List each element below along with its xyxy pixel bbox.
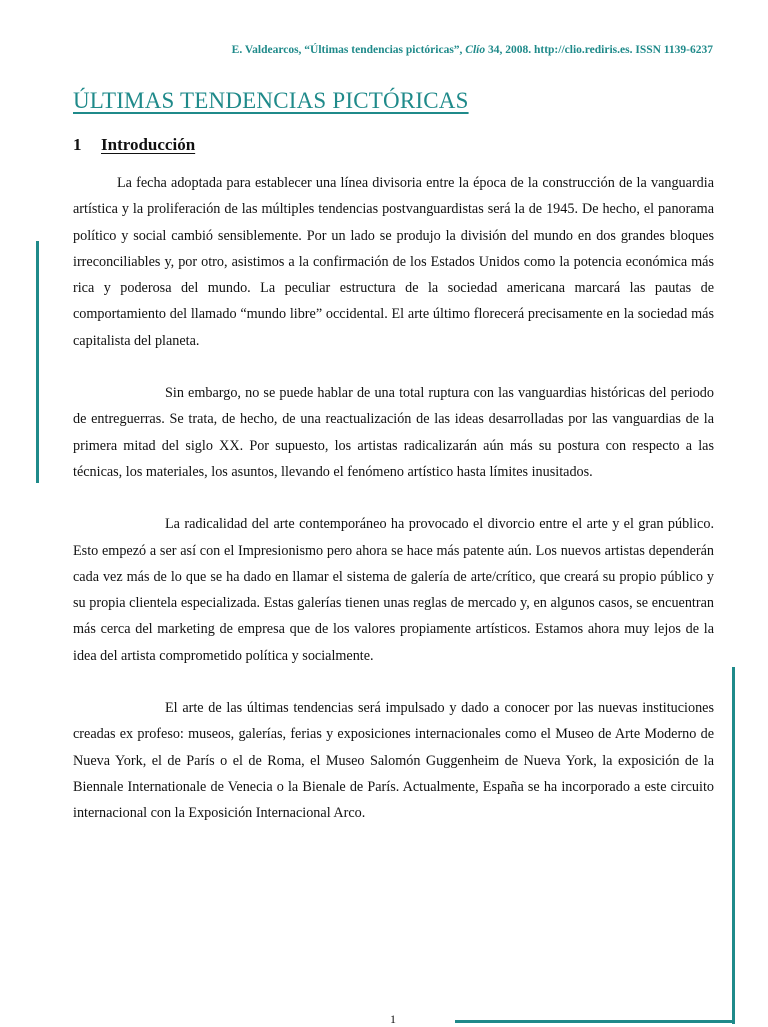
paragraph-2: Sin embargo, no se puede hablar de una total ruptura con las vanguardias históricas del periodo de entreguerras. Se trata, de hecho, de una reactualización de las ideas desarrolladas por las vanguardias de la primera mitad del siglo XX. Por supuesto, los artistas radicalizarán aún más su postura con respecto a las técnicas, los materiales, los asuntos, llevando el fenómeno artístico hasta límites inusitados. xyxy=(73,385,714,480)
paragraph-1: La fecha adoptada para establecer una línea divisoria entre la época de la construcción de la vanguardia artística y la proliferación de las múltiples tendencias postvanguardistas será la de 1945. De hecho, el panorama político y social cambió sensiblemente. Por un lado se produjo la división del mundo en dos grandes bloques irreconciliables y, por otro, asistimos a la confirmación de los Estados Unidos como la potencia económica más rica y poderosa del mundo. La peculiar estructura de la sociedad americana marcará las pautas de comportamiento del llamado “mundo libre” occidental. El arte último florecerá precisamente en la sociedad más capitalista del planeta. xyxy=(73,175,714,349)
document-body xyxy=(73,170,714,853)
paragraph-4: El arte de las últimas tendencias será impulsado y dado a conocer por las nuevas instituciones creadas ex profeso: museos, galerías, ferias y exposiciones internacionales como el Museo de Arte Moderno de Nueva York, el de París o el de Roma, el Museo Salomón Guggenheim de Nueva York, la exposición de la Biennale Internationale de Venecia o la Bienale de París. Actualmente, España se ha incorporado a este circuito internacional con la Exposición Internacional Arco. xyxy=(73,700,714,822)
left-decorative-bar xyxy=(36,241,39,483)
header-citation: E. Valdearcos, “Últimas tendencias pictóricas”, xyxy=(231,44,466,56)
page-number: 1 xyxy=(390,1012,396,1026)
header-journal-name: Clío xyxy=(465,44,486,56)
section-heading xyxy=(73,135,195,155)
running-header xyxy=(0,44,713,56)
header-issue-info: 34, 2008. http://clio.rediris.es. ISSN 1139-6237 xyxy=(485,44,713,56)
document-title: ÚLTIMAS TENDENCIAS PICTÓRICAS xyxy=(73,88,469,113)
paragraph-3: La radicalidad del arte contemporáneo ha provocado el divorcio entre el arte y el gran público. Esto empezó a ser así con el Impresionismo pero ahora se hace más patente aún. Los nuevos artistas dependerán cada vez más de lo que se ha dado en llamar el sistema de galería de arte/crítico, que creará su propio público y su propia clientela especializada. Estas galerías tienen unas reglas de mercado y, en algunos casos, se encuentran más cerca del marketing de empresa que de los valores propiamente artísticos. Estamos ahora muy lejos de la idea del artista comprometido política y socialmente. xyxy=(73,516,714,664)
section-name: Introducción xyxy=(101,135,196,154)
right-decorative-bar xyxy=(732,667,735,1024)
section-number: 1 xyxy=(73,135,82,154)
